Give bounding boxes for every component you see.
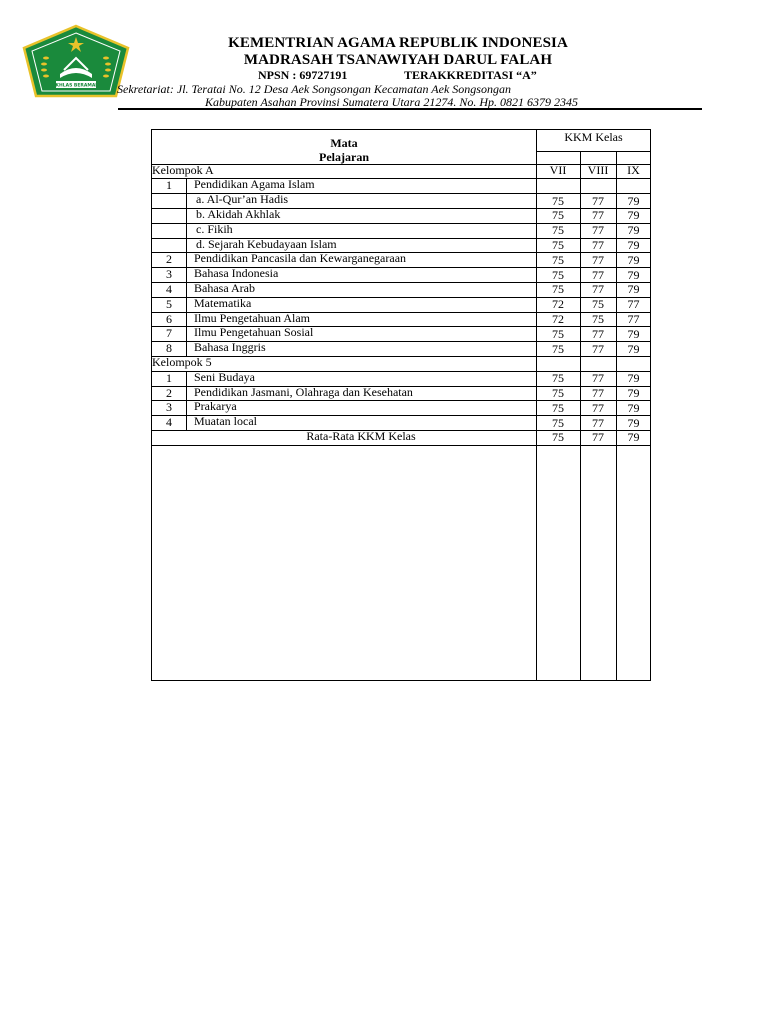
row-kkm-viii: 77: [592, 208, 604, 223]
row-subject: Seni Budaya: [194, 369, 255, 384]
row-number: 8: [166, 341, 172, 356]
average-vii: 75: [552, 430, 564, 445]
row-kkm-viii: 77: [592, 386, 604, 400]
row-number: 7: [166, 326, 172, 341]
row-kkm-ix: 77: [627, 297, 640, 312]
row-kkm-ix: 79: [627, 371, 640, 386]
col-line-viii: [580, 151, 581, 680]
row-kkm-ix: 79: [627, 267, 640, 282]
row-number: 6: [166, 311, 172, 326]
row-kkm-vii: 75: [552, 238, 564, 252]
row-line: [152, 445, 651, 446]
row-kkm-ix: 77: [627, 312, 640, 326]
col-line-number-b: [186, 371, 187, 430]
row-kkm-viii: 77: [592, 238, 604, 252]
row-number: 4: [166, 281, 172, 296]
row-kkm-ix: 79: [627, 252, 640, 267]
row-kkm-viii: 77: [592, 341, 604, 356]
row-kkm-ix: 79: [627, 400, 640, 415]
ministry-title: KEMENTRIAN AGAMA REPUBLIK INDONESIA: [228, 35, 568, 51]
row-subject: Pendidikan Jasmani, Olahraga dan Kesehatan: [194, 384, 413, 399]
address-line-1: Sekretariat: Jl. Teratai No. 12 Desa Aek Songsongan Kecamatan Aek Songsongan: [117, 82, 511, 96]
row-subject: c. Fikih: [196, 221, 233, 236]
row-kkm-viii: 77: [592, 193, 604, 208]
row-subject: d. Sejarah Kebudayaan Islam: [196, 236, 337, 251]
header-divider: [118, 108, 702, 110]
group-a-label: Kelompok A: [152, 163, 214, 177]
row-subject: Ilmu Pengetahuan Alam: [194, 310, 310, 325]
row-kkm-vii: 75: [552, 208, 564, 223]
kkm-subheader-line: [536, 151, 651, 152]
row-kkm-viii: 77: [592, 267, 604, 282]
group-b-label: Kelompok 5: [152, 355, 212, 370]
row-kkm-ix: 79: [627, 415, 640, 430]
subject-header-line2: Pelajaran: [319, 150, 369, 164]
row-kkm-vii: 75: [552, 267, 564, 282]
row-kkm-vii: 75: [552, 415, 564, 430]
row-kkm-vii: 72: [552, 312, 564, 326]
row-kkm-viii: 77: [592, 400, 604, 415]
row-subject: Muatan local: [194, 414, 257, 429]
row-kkm-viii: 75: [592, 297, 604, 312]
row-subject: Bahasa Arab: [194, 280, 255, 295]
col-line-vii: [536, 130, 537, 680]
row-kkm-ix: 79: [627, 238, 640, 252]
row-subject: b. Akidah Akhlak: [196, 206, 281, 221]
address-line-2: Kabupaten Asahan Provinsi Sumatera Utara 21274. No. Hp. 0821 6379 2345: [205, 95, 579, 109]
school-title: MADRASAH TSANAWIYAH DARUL FALAH: [243, 52, 553, 68]
kkm-table: [151, 129, 651, 681]
npsn: NPSN : 69727191: [258, 68, 348, 82]
row-kkm-viii: 77: [592, 223, 604, 238]
row-kkm-viii: 77: [592, 371, 604, 386]
row-number: 1: [166, 370, 172, 385]
row-number: 2: [166, 385, 172, 400]
row-kkm-ix: 79: [627, 223, 640, 238]
row-subject: Pendidikan Pancasila dan Kewarganegaraan: [194, 251, 407, 266]
col-line-ix: [616, 151, 617, 680]
logo-motto: IKHLAS BERAMAL: [53, 83, 99, 89]
average-label: Rata-Rata KKM Kelas: [306, 428, 416, 443]
row-kkm-vii: 75: [552, 386, 564, 400]
accreditation: TERAKKREDITASI “A”: [404, 68, 537, 82]
row-subject: Pendidikan Agama Islam: [194, 177, 315, 192]
grade-header-vii: VII: [549, 163, 567, 177]
row-kkm-ix: 79: [627, 282, 640, 297]
row-kkm-viii: 77: [592, 415, 604, 430]
row-subject: Bahasa Inggris: [194, 340, 266, 355]
row-kkm-vii: 75: [552, 223, 564, 238]
row-subject: Prakarya: [194, 399, 237, 414]
row-number: 3: [166, 400, 172, 415]
grade-header-viii: VIII: [587, 163, 609, 177]
row-kkm-viii: 75: [592, 312, 604, 326]
row-kkm-ix: 79: [627, 341, 640, 356]
row-number: 1: [166, 178, 172, 193]
row-number: 2: [166, 252, 172, 267]
row-number: 3: [166, 267, 172, 282]
row-subject: Matematika: [194, 295, 252, 310]
row-subject: Ilmu Pengetahuan Sosial: [194, 325, 314, 340]
row-kkm-viii: 77: [592, 252, 604, 267]
row-kkm-vii: 72: [552, 297, 564, 312]
row-kkm-vii: 75: [552, 341, 564, 356]
row-kkm-viii: 77: [592, 326, 604, 341]
row-kkm-ix: 79: [627, 326, 640, 341]
row-kkm-vii: 75: [552, 193, 564, 208]
row-kkm-viii: 77: [592, 282, 604, 297]
kkm-header: KKM Kelas: [564, 130, 623, 144]
row-kkm-vii: 75: [552, 326, 564, 341]
row-kkm-vii: 75: [552, 252, 564, 267]
row-number: 4: [166, 415, 172, 430]
row-subject: a. Al-Qur’an Hadis: [196, 192, 289, 207]
row-kkm-ix: 79: [627, 208, 640, 223]
row-kkm-ix: 79: [627, 386, 640, 400]
average-viii: 77: [592, 430, 604, 445]
row-subject: Bahasa Indonesia: [194, 266, 279, 281]
row-kkm-vii: 75: [552, 400, 564, 415]
row-kkm-vii: 75: [552, 371, 564, 386]
col-line-number-a: [186, 178, 187, 356]
row-kkm-vii: 75: [552, 282, 564, 297]
row-number: 5: [166, 296, 172, 311]
row-kkm-ix: 79: [627, 193, 640, 208]
subject-header-line1: Mata: [330, 136, 358, 150]
average-ix: 79: [627, 430, 640, 445]
grade-header-ix: IX: [627, 163, 640, 177]
